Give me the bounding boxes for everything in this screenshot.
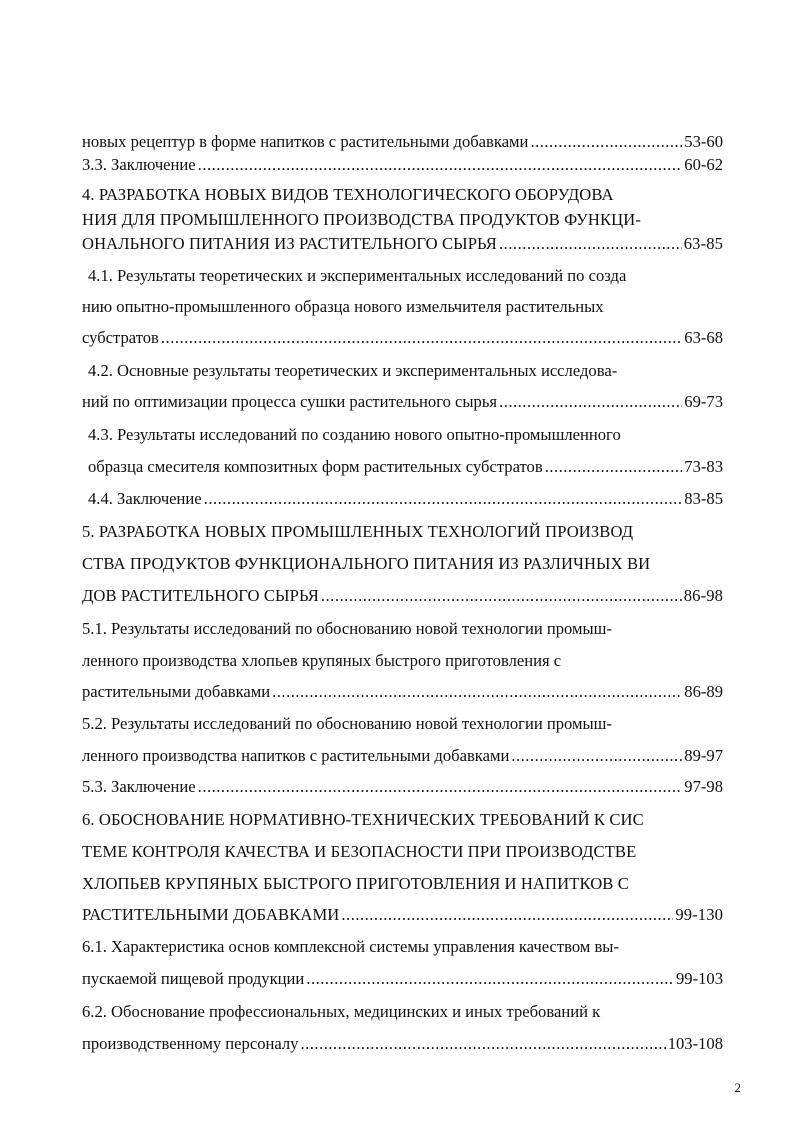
toc-entry <box>82 1033 723 1055</box>
toc-entry-page: 99-130 <box>675 905 723 924</box>
toc-entry <box>82 585 723 607</box>
toc-subentry <box>82 296 723 318</box>
toc-subentry-text: 4.2. Основные результаты теоретических и экспериментальных исследова- <box>88 361 618 380</box>
toc-entry <box>82 131 723 153</box>
toc-entry-text: новых рецептур в форме напитков с растительными добавками <box>82 132 529 151</box>
toc-heading-text: ХЛОПЬЕВ КРУПЯНЫХ БЫСТРОГО ПРИГОТОВЛЕНИЯ И НАПИТКОВ С <box>82 874 629 893</box>
toc-subentry-text: 5.2. Результаты исследований по обоснованию новой технологии промыш- <box>82 714 612 733</box>
toc-entry-page: 97-98 <box>684 777 723 796</box>
toc-subentry-text: 4.1. Результаты теоретических и экспериментальных исследований по созда <box>88 266 627 285</box>
toc-entry <box>82 154 723 176</box>
dot-leader <box>161 327 682 349</box>
toc-heading <box>82 209 723 231</box>
toc-entry-text: ленного производства напитков с растительными добавками <box>82 746 510 765</box>
toc-entry-page: 63-85 <box>683 234 723 253</box>
toc-subentry-text: 5.1. Результаты исследований по обоснованию новой технологии промыш- <box>82 619 612 638</box>
toc-entry-page: 73-83 <box>684 457 723 476</box>
toc-entry <box>82 327 723 349</box>
toc-entry-text: ДОВ РАСТИТЕЛЬНОГО СЫРЬЯ <box>82 586 319 605</box>
toc-entry <box>82 776 723 798</box>
toc-entry-page: 60-62 <box>684 155 723 174</box>
dot-leader <box>530 131 682 153</box>
toc-subentry <box>82 650 723 672</box>
toc-entry-text: 5.3. Заключение <box>82 777 196 796</box>
toc-subentry-text: ленного производства хлопьев крупяных быстрого приготовления с <box>82 651 562 670</box>
toc-subentry <box>88 265 729 287</box>
dot-leader <box>499 391 682 413</box>
dot-leader <box>272 681 682 703</box>
page-number: 2 <box>734 1080 741 1095</box>
toc-entry <box>82 391 723 413</box>
dot-leader <box>198 776 683 798</box>
toc-heading-text: ТЕМЕ КОНТРОЛЯ КАЧЕСТВА И БЕЗОПАСНОСТИ ПРИ ПРОИЗВОДСТВЕ <box>82 842 637 861</box>
toc-entry <box>82 233 723 255</box>
toc-entry <box>88 488 723 510</box>
toc-heading-text: 6. ОБОСНОВАНИЕ НОРМАТИВНО-ТЕХНИЧЕСКИХ ТРЕБОВАНИЙ К СИС <box>82 810 644 829</box>
toc-heading <box>82 521 723 543</box>
toc-heading-text: 5. РАЗРАБОТКА НОВЫХ ПРОМЫШЛЕННЫХ ТЕХНОЛОГИЙ ПРОИЗВОД <box>82 522 634 541</box>
toc-subentry <box>82 936 723 958</box>
toc-entry <box>88 456 723 478</box>
toc-subentry <box>82 618 723 640</box>
toc-entry-page: 86-89 <box>684 682 723 701</box>
toc-entry-page: 53-60 <box>684 132 723 151</box>
toc-entry-text: ОНАЛЬНОГО ПИТАНИЯ ИЗ РАСТИТЕЛЬНОГО СЫРЬЯ <box>82 234 497 253</box>
toc-heading <box>82 841 723 863</box>
toc-heading-text: 4. РАЗРАБОТКА НОВЫХ ВИДОВ ТЕХНОЛОГИЧЕСКОГО ОБОРУДОВА <box>82 185 614 204</box>
dot-leader <box>341 904 673 926</box>
toc-entry-page: 89-97 <box>684 746 723 765</box>
dot-leader <box>300 1033 665 1055</box>
toc-entry-text: растительными добавками <box>82 682 271 701</box>
toc-subentry-text: 6.2. Обоснование профессиональных, медицинских и иных требований к <box>82 1002 601 1021</box>
toc-entry <box>82 745 723 767</box>
dot-leader <box>499 233 682 255</box>
toc-subentry <box>82 713 723 735</box>
toc-entry <box>82 904 723 926</box>
toc-entry-text: 4.4. Заключение <box>88 489 202 508</box>
toc-entry-text: ний по оптимизации процесса сушки растительного сырья <box>82 392 498 411</box>
toc-entry-page: 83-85 <box>684 489 723 508</box>
toc-entry-text: пускаемой пищевой продукции <box>82 969 305 988</box>
toc-entry <box>82 681 723 703</box>
toc-heading <box>82 184 723 206</box>
dot-leader <box>198 154 683 176</box>
toc-entry-page: 103-108 <box>667 1034 723 1053</box>
toc-entry-text: образца смесителя композитных форм растительных субстратов <box>88 457 543 476</box>
toc-subentry-text: нию опытно-промышленного образца нового измельчителя растительных <box>82 297 604 316</box>
toc-heading-text: НИЯ ДЛЯ ПРОМЫШЛЕННОГО ПРОИЗВОДСТВА ПРОДУКТОВ ФУНКЦИ- <box>82 210 641 229</box>
toc-heading <box>82 553 723 575</box>
toc-entry-page: 63-68 <box>684 328 723 347</box>
toc-entry-page: 69-73 <box>684 392 723 411</box>
dot-leader <box>511 745 682 767</box>
dot-leader <box>321 585 682 607</box>
toc-heading <box>82 873 723 895</box>
toc-entry <box>82 968 723 990</box>
toc-subentry-text: 6.1. Характеристика основ комплексной системы управления качеством вы- <box>82 937 619 956</box>
dot-leader <box>204 488 683 510</box>
toc-entry-text: 3.3. Заключение <box>82 155 196 174</box>
toc-heading <box>82 809 723 831</box>
toc-subentry <box>88 360 729 382</box>
dot-leader <box>545 456 683 478</box>
toc-entry-text: РАСТИТЕЛЬНЫМИ ДОБАВКАМИ <box>82 905 340 924</box>
toc-entry-page: 99-103 <box>675 969 723 988</box>
toc-entry-text: производственному персоналу <box>82 1034 299 1053</box>
toc-subentry-text: 4.3. Результаты исследований по созданию нового опытно-промышленного <box>88 425 621 444</box>
toc-heading-text: СТВА ПРОДУКТОВ ФУНКЦИОНАЛЬНОГО ПИТАНИЯ ИЗ РАЗЛИЧНЫХ ВИ <box>82 554 651 573</box>
toc-entry-page: 86-98 <box>683 586 723 605</box>
dot-leader <box>306 968 674 990</box>
toc-subentry <box>82 1001 723 1023</box>
toc-entry-text: субстратов <box>82 328 159 347</box>
toc-subentry <box>88 424 729 446</box>
